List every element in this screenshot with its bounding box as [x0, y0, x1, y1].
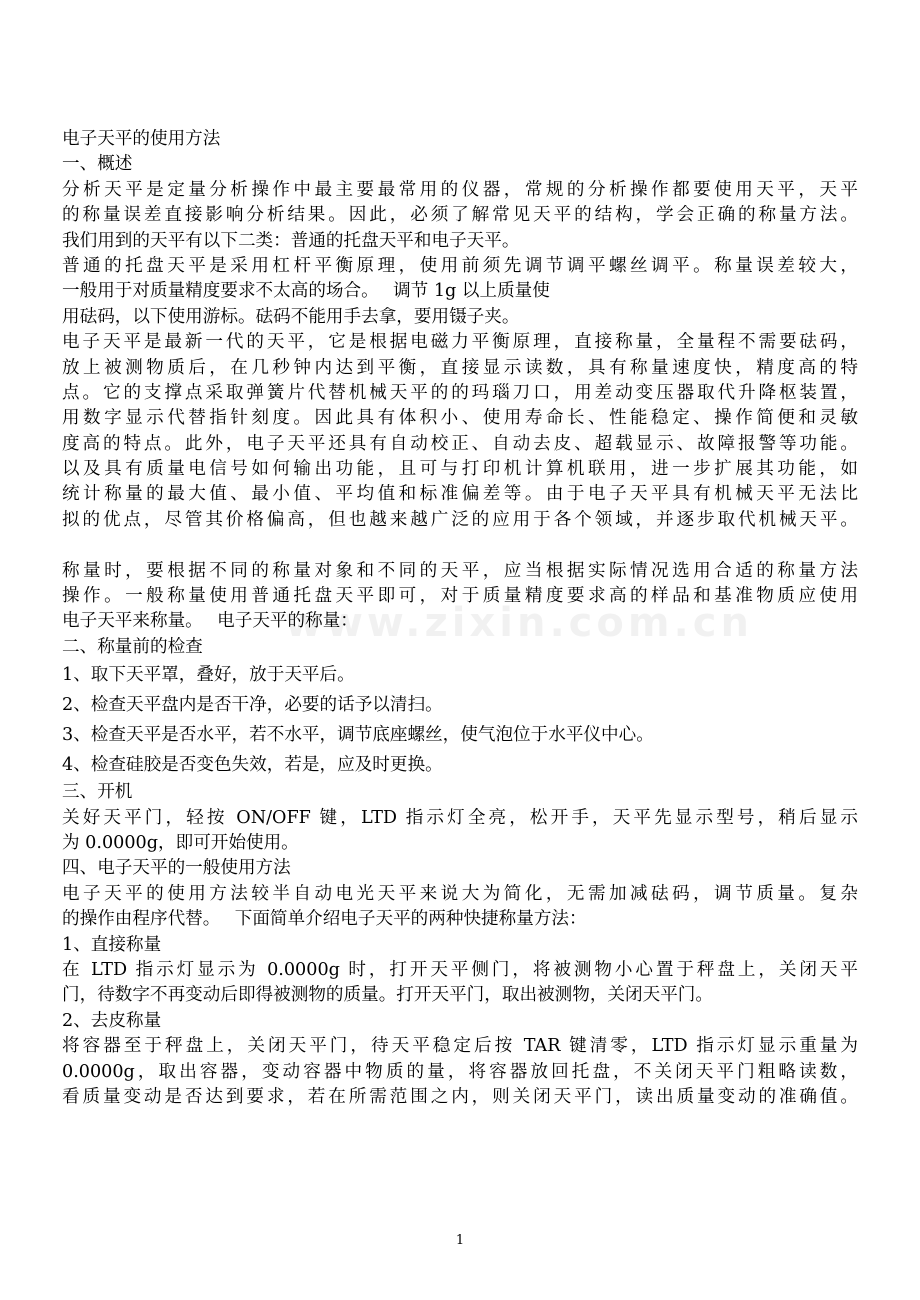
paragraph-line: 以及具有质量电信号如何输出功能，且可与打印机计算机联用，进一步扩展其功能，如: [62, 459, 858, 480]
paragraph-line: 我们用到的天平有以下二类：普通的托盘天平和电子天平。: [62, 230, 520, 251]
paragraph-line: 放上被测物质后，在几秒钟内达到平衡，直接显示读数，具有称量速度快，精度高的特: [62, 357, 858, 378]
list-item: 2、检查天平盘内是否干净，必要的话予以清扫。: [62, 695, 443, 716]
paragraph-line: 用砝码，以下使用游标。砝码不能用手去拿，要用镊子夹。: [62, 306, 520, 327]
section-heading-usage: 四、电子天平的一般使用方法: [62, 858, 291, 879]
paragraph-electronic-balance: [62, 330, 858, 533]
paragraph-line: 关好天平门，轻按 ON/OFF 键，LTD 指示灯全亮，松开手，天平先显示型号，稍后显示: [62, 807, 858, 828]
paragraph-line: 的操作由程序代替。 下面简单介绍电子天平的两种快捷称量方法：: [62, 909, 587, 930]
method-heading-tare: 2、去皮称量: [62, 1010, 162, 1031]
paragraph-line: 点。它的支撑点采取弹簧片代替机械天平的的玛瑙刀口，用差动变压器取代升降枢装置，: [62, 382, 858, 403]
list-item: 3、检查天平是否水平，若不水平，调节底座螺丝，使气泡位于水平仪中心。: [62, 725, 654, 746]
paragraph-power-on: [62, 806, 858, 857]
paragraph-line: 在 LTD 指示灯显示为 0.0000g 时，打开天平侧门，将被测物小心置于秤盘上，关闭天平: [62, 959, 858, 980]
paragraph-line: 为 0.0000g，即可开始使用。: [62, 832, 299, 853]
section-heading-power-on: 三、开机: [62, 782, 133, 803]
paragraph-line: 操作。一般称量使用普通托盘天平即可，对于质量精度要求高的样品和基准物质应使用: [62, 586, 858, 607]
paragraph-line: 普通的托盘天平是采用杠杆平衡原理，使用前须先调节调平螺丝调平。称量误差较大，: [62, 255, 858, 276]
paragraph-usage: [62, 882, 858, 933]
paragraph-analytical-balance: [62, 178, 858, 254]
checklist: [62, 660, 858, 780]
paragraph-line: 度高的特点。此外，电子天平还具有自动校正、自动去皮、超载显示、故障报警等功能。: [62, 433, 858, 454]
method-heading-direct: 1、直接称量: [62, 934, 162, 955]
paragraph-line: 0.0000g，取出容器，变动容器中物质的量，将容器放回托盘，不关闭天平门粗略读数，: [62, 1061, 858, 1082]
paragraph-line: 电子天平是最新一代的天平，它是根据电磁力平衡原理，直接称量，全量程不需要砝码，: [62, 332, 858, 353]
paragraph-line: 门，待数字不再变动后即得被测物的质量。打开天平门，取出被测物，关闭天平门。: [62, 985, 713, 1006]
document-title: 电子天平的使用方法: [62, 129, 221, 149]
paragraph-tare-weighing: [62, 1034, 858, 1110]
paragraph-line: 拟的优点，尽管其价格偏高，但也越来越广泛的应用于各个领域，并逐步取代机械天平。: [62, 509, 858, 530]
paragraph-line: 分析天平是定量分析操作中最主要最常用的仪器，常规的分析操作都要使用天平，天平: [62, 179, 858, 200]
paragraph-direct-weighing: [62, 958, 858, 1009]
paragraph-tray-balance: [62, 254, 858, 330]
section-heading-overview: 一、概述: [62, 154, 133, 175]
section-heading-pre-check: 二、称量前的检查: [62, 636, 203, 657]
page-number: 1: [455, 1233, 465, 1248]
paragraph-line: 电子天平来称量。 电子天平的称量：: [62, 611, 358, 632]
paragraph-line: 称量时，要根据不同的称量对象和不同的天平，应当根据实际情况选用合适的称量方法: [62, 560, 858, 581]
paragraph-line: 看质量变动是否达到要求，若在所需范围之内，则关闭天平门，读出质量变动的准确值。: [62, 1086, 858, 1107]
list-item: 1、取下天平罩，叠好，放于天平后。: [62, 665, 355, 686]
paragraph-line: 一般用于对质量精度要求不太高的场合。 调节 1g 以上质量使: [62, 281, 550, 302]
paragraph-line: 用数字显示代替指针刻度。因此具有体积小、使用寿命长、性能稳定、操作简便和灵敏: [62, 408, 858, 429]
watermark: www.zixin.com.cn: [285, 600, 753, 646]
paragraph-line: 电子天平的使用方法较半自动电光天平来说大为简化，无需加减砝码，调节质量。复杂: [62, 883, 858, 904]
blank-line: [62, 533, 858, 558]
paragraph-line: 将容器至于秤盘上，关闭天平门，待天平稳定后按 TAR 键清零，LTD 指示灯显示重量为: [62, 1036, 858, 1057]
paragraph-weighing: [62, 559, 858, 635]
document-page: [62, 127, 858, 1110]
paragraph-line: 的称量误差直接影响分析结果。因此，必须了解常见天平的结构，学会正确的称量方法。: [62, 205, 858, 226]
list-item: 4、检查硅胶是否变色失效，若是，应及时更换。: [62, 755, 443, 776]
paragraph-line: 统计称量的最大值、最小值、平均值和标准偏差等。由于电子天平具有机械天平无法比: [62, 484, 858, 505]
